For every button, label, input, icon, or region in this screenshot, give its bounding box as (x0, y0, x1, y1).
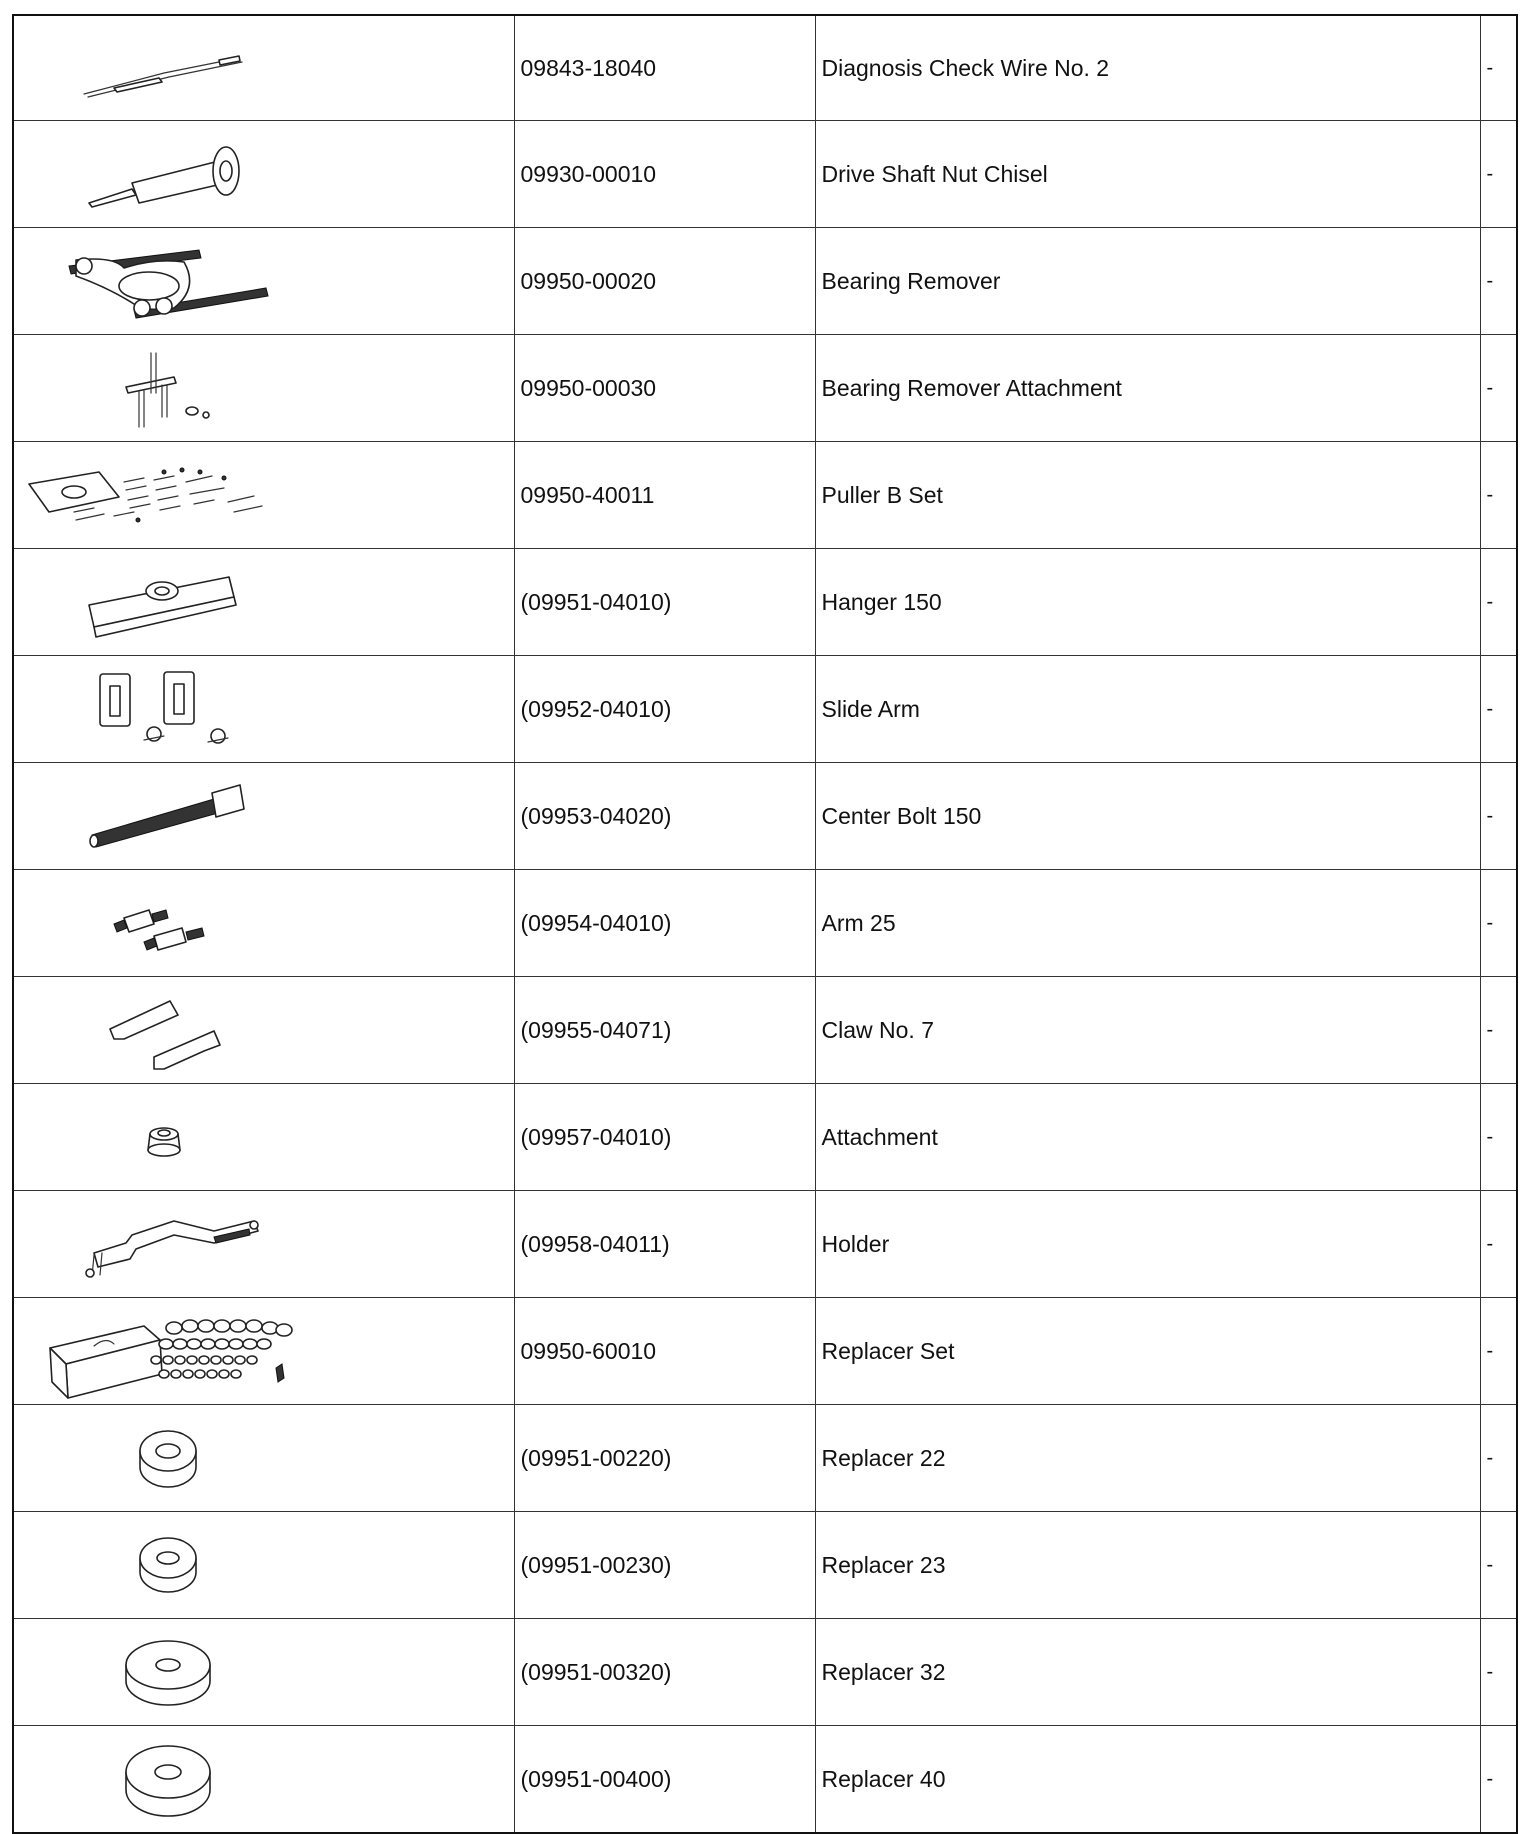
tool-name: Replacer 32 (815, 1619, 1480, 1726)
table-row (13, 977, 1517, 1084)
bearing-remover-icon (13, 228, 514, 335)
note-cell: - (1480, 977, 1517, 1084)
table-row (13, 335, 1517, 442)
table-row (13, 763, 1517, 870)
note-cell: - (1480, 1191, 1517, 1298)
hanger-icon (13, 549, 514, 656)
part-number: (09951-00400) (514, 1726, 815, 1834)
table-row (13, 121, 1517, 228)
slide-arm-icon (13, 656, 514, 763)
diagnosis-check-wire-icon (13, 15, 514, 121)
chisel-icon (13, 121, 514, 228)
tool-name: Attachment (815, 1084, 1480, 1191)
part-number: (09952-04010) (514, 656, 815, 763)
note-cell: - (1480, 442, 1517, 549)
table-row (13, 1084, 1517, 1191)
part-number: 09930-00010 (514, 121, 815, 228)
tool-name: Hanger 150 (815, 549, 1480, 656)
tool-name: Center Bolt 150 (815, 763, 1480, 870)
special-tools-table (12, 14, 1518, 1834)
part-number: 09950-00030 (514, 335, 815, 442)
part-number: 09950-60010 (514, 1298, 815, 1405)
table-row (13, 1512, 1517, 1619)
note-cell: - (1480, 656, 1517, 763)
table-row (13, 1619, 1517, 1726)
note-cell: - (1480, 228, 1517, 335)
center-bolt-icon (13, 763, 514, 870)
replacer-ring-icon (13, 1619, 514, 1726)
part-number: (09955-04071) (514, 977, 815, 1084)
tool-name: Holder (815, 1191, 1480, 1298)
attachment-icon (13, 1084, 514, 1191)
table-row (13, 1405, 1517, 1512)
part-number: (09958-04011) (514, 1191, 815, 1298)
tool-name: Replacer 23 (815, 1512, 1480, 1619)
part-number: 09843-18040 (514, 15, 815, 121)
tool-name: Diagnosis Check Wire No. 2 (815, 15, 1480, 121)
table-row (13, 1298, 1517, 1405)
table-row (13, 1191, 1517, 1298)
note-cell: - (1480, 121, 1517, 228)
note-cell: - (1480, 335, 1517, 442)
replacer-ring-icon (13, 1405, 514, 1512)
note-cell: - (1480, 1298, 1517, 1405)
note-cell: - (1480, 549, 1517, 656)
part-number: 09950-40011 (514, 442, 815, 549)
part-number: (09951-00220) (514, 1405, 815, 1512)
tool-name: Arm 25 (815, 870, 1480, 977)
part-number: (09957-04010) (514, 1084, 815, 1191)
replacer-set-icon (13, 1298, 514, 1405)
part-number: 09950-00020 (514, 228, 815, 335)
table-row (13, 656, 1517, 763)
note-cell: - (1480, 1619, 1517, 1726)
tool-name: Replacer 40 (815, 1726, 1480, 1834)
note-cell: - (1480, 1726, 1517, 1834)
part-number: (09951-04010) (514, 549, 815, 656)
note-cell: - (1480, 1512, 1517, 1619)
note-cell: - (1480, 763, 1517, 870)
tool-name: Replacer 22 (815, 1405, 1480, 1512)
part-number: (09953-04020) (514, 763, 815, 870)
holder-icon (13, 1191, 514, 1298)
tool-name: Slide Arm (815, 656, 1480, 763)
table-row (13, 228, 1517, 335)
tool-name: Bearing Remover Attachment (815, 335, 1480, 442)
claw-icon (13, 977, 514, 1084)
part-number: (09951-00320) (514, 1619, 815, 1726)
puller-set-icon (13, 442, 514, 549)
table-row (13, 549, 1517, 656)
tool-name: Bearing Remover (815, 228, 1480, 335)
note-cell: - (1480, 870, 1517, 977)
note-cell: - (1480, 15, 1517, 121)
replacer-ring-icon (13, 1726, 514, 1834)
note-cell: - (1480, 1084, 1517, 1191)
table-row (13, 15, 1517, 121)
tool-name: Puller B Set (815, 442, 1480, 549)
note-cell: - (1480, 1405, 1517, 1512)
table-row (13, 442, 1517, 549)
tool-name: Replacer Set (815, 1298, 1480, 1405)
table-row (13, 870, 1517, 977)
tool-name: Drive Shaft Nut Chisel (815, 121, 1480, 228)
tool-name: Claw No. 7 (815, 977, 1480, 1084)
replacer-ring-icon (13, 1512, 514, 1619)
part-number: (09954-04010) (514, 870, 815, 977)
part-number: (09951-00230) (514, 1512, 815, 1619)
bearing-remover-attachment-icon (13, 335, 514, 442)
table-row (13, 1726, 1517, 1834)
arm-icon (13, 870, 514, 977)
